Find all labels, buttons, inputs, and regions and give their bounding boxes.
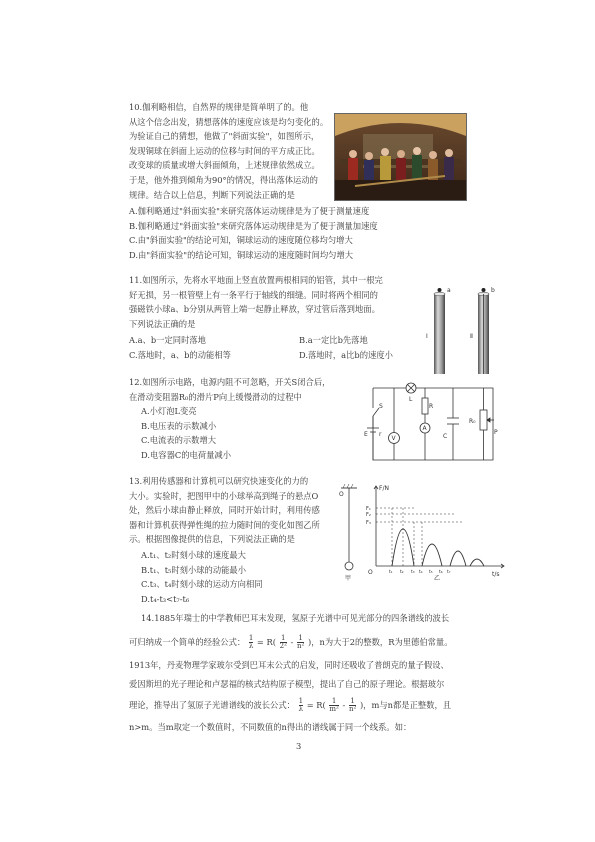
q11-line: 下列说法正确的是 — [129, 318, 196, 329]
label-l: L — [409, 396, 413, 403]
label-a: A — [422, 425, 427, 432]
ball — [345, 562, 353, 570]
q10-line: 10.伽利略相信，自然界的规律是简单明了的。他 — [129, 102, 309, 112]
page-number: 3 — [296, 741, 302, 751]
label-jia: 甲 — [345, 575, 352, 582]
tick-t2: t₂ — [400, 570, 404, 575]
option-c: C.由"斜面实验"的结论可知，铜球运动的速度随位移均匀增大 — [129, 235, 353, 246]
q12-line: 在滑动变阻器R₀的滑片P向上缓慢滑动的过程中 — [129, 391, 302, 402]
q11-options — [129, 333, 419, 362]
galileo-painting — [334, 113, 467, 201]
label-r: r — [379, 431, 382, 438]
option-a: A.伽利略通过"斜面实验"来研究落体运动规律是为了便于测量速度 — [129, 206, 370, 216]
q12-line: 12.如图所示电路，电源内阻不可忽略，开关S闭合后， — [129, 377, 331, 387]
q14-line2-b: = R( — [256, 637, 276, 647]
ball-b — [482, 288, 486, 292]
q14-line3: 1913年，丹麦物理学家玻尔受到巴耳末公式的启发，同时还吸收了普朗克的量子假设、 — [129, 660, 449, 670]
q14-line1: 14.1885年瑞士的中学教师巴耳末发现，氢原子光谱中可见光部分的四条谱线的波长 — [141, 613, 450, 623]
tube-i — [434, 294, 445, 374]
f1-label: F₁ — [366, 506, 371, 512]
option-b: B.伽利略通过"斜面实验"来研究落体运动规律是为了便于测量加速度 — [129, 220, 378, 231]
axis-f-label: F/N — [379, 485, 389, 492]
q11-line: 11.如图所示，先将水平地面上竖直放置两根相同的铝管，其中一根完 — [129, 275, 383, 285]
q14-line6: n>m。当m取定一个数值时，不同数值的n得出的谱线属于同一个线系。如： — [129, 722, 412, 732]
circuit-figure — [363, 378, 505, 470]
label-r0: R₀ — [469, 418, 476, 425]
axis-t-label: t/s — [492, 571, 500, 578]
frac-1-msq: $\frac{1}{\text{m²}}$ — [329, 697, 339, 713]
q12-stem — [129, 375, 330, 404]
frac-1-lambda: $\frac{1}{\lambda}$ — [298, 697, 304, 713]
option-c: C.t₃、t₄时刻小球的运动方向相同 — [141, 579, 263, 590]
q13-stem — [129, 474, 320, 547]
q13-line: 13.利用传感器和计算机可以研究快速变化的力的 — [129, 476, 309, 486]
figure-yi — [366, 482, 508, 582]
q10-line: 为验证自己的猜想，他做了"斜面实验"，如图所示， — [129, 131, 320, 142]
q11-line: 好无损，另一根管壁上有一条平行于轴线的细缝。同时将两个相同的 — [129, 289, 378, 300]
label-yi: 乙 — [434, 575, 441, 582]
q10-line: 改变球的质量或增大斜面倾角，上述规律依然成立。 — [129, 160, 320, 171]
q10-line: 规律。结合以上信息，判断下列说法正确的是 — [129, 189, 295, 200]
q13-line: 处，然后小球由静止释放，同时开始计时，利用传感 — [129, 505, 320, 516]
q13-line: 示。根据图像提供的信息，下列说法正确的是 — [129, 534, 295, 545]
tubes-figure — [420, 286, 500, 378]
q14-line5-b: = R( — [306, 700, 326, 710]
label-c: C — [443, 433, 448, 440]
tick-t3: t₃ — [411, 570, 415, 575]
q14-line2-a: 可归纳成一个简单的经验公式： — [129, 637, 246, 647]
label-ii: Ⅱ — [470, 333, 473, 340]
frac-1-lambda: $\frac{1}{\lambda}$ — [248, 634, 254, 650]
option-a: A.小灯泡L变亮 — [141, 406, 197, 416]
label-e: E — [364, 431, 368, 438]
q14-line2-c: - — [290, 637, 294, 647]
q13-line: 器和计算机获得弹性绳的拉力随时间的变化如图乙所 — [129, 519, 320, 530]
q14-line5-d: )，m与n都是正整数，且 — [359, 700, 452, 710]
q12-options — [141, 404, 231, 462]
label-a: a — [447, 287, 451, 294]
tick-t7: t₇ — [447, 570, 451, 575]
tick-t1: t₁ — [389, 570, 393, 575]
origin-label: O — [368, 569, 373, 576]
label-r1: R — [429, 403, 434, 410]
frac-1-nsq: $\frac{1}{\text{n²}}$ — [297, 634, 305, 650]
label-p: P — [494, 429, 498, 436]
q10-line: 从这个信念出发，猜想落体的速度应该是均匀变化的。 — [129, 116, 329, 127]
label-s: S — [379, 403, 383, 410]
option-c: C.落地时，a、b的动能相等 — [129, 349, 231, 360]
q14-line2 — [129, 635, 453, 650]
option-b: B.t₁、t₅时刻小球的动能最小 — [141, 564, 247, 575]
frac-1-2sq: $\frac{1}{\text{2²}}$ — [279, 634, 287, 650]
tick-t4: t₄ — [419, 570, 423, 575]
option-d: D.t₄-t₃<t₇-t₆ — [141, 593, 190, 604]
label-v: V — [391, 435, 396, 442]
q11-stem — [129, 273, 383, 331]
q10-line: 发现铜球在斜面上运动的位移与时间的平方成正比。 — [129, 145, 320, 156]
label-i: Ⅰ — [426, 333, 428, 340]
option-b: B.a一定比b先落地 — [299, 335, 368, 345]
q14-line4: 爱因斯坦的光子理论和卢瑟福的核式结构原子模型，提出了自己的原子理论。根据玻尔 — [129, 679, 445, 689]
q11-line: 强磁铁小球a、b分别从两管上端一起静止释放，穿过管后落到地面。 — [129, 304, 380, 315]
q14-line5-c: - — [342, 700, 346, 710]
option-d: D.由"斜面实验"的结论可知，铜球运动的速度随时间均匀增大 — [129, 249, 354, 260]
figure-jia — [337, 482, 363, 582]
option-a: A.a、b一定同时落地 — [129, 335, 206, 345]
q10-line: 于是，他外推到倾角为90°的情况，得出落体运动的 — [129, 174, 318, 185]
q10-options — [129, 204, 378, 262]
ball-a — [438, 288, 442, 292]
tick-t5: t₅ — [429, 570, 433, 575]
q13-line: 大小。实验时，把图甲中的小球举高到绳子的悬点O — [129, 490, 319, 501]
label-b: b — [491, 287, 495, 294]
option-c: C.电流表的示数增大 — [141, 435, 217, 446]
option-a: A.t₁、t₂时刻小球的速度最大 — [141, 550, 246, 560]
q14-line2-d: )，n为大于2的整数，R为里德伯常量。 — [307, 637, 453, 647]
option-d: D.落地时，a比b的速度小 — [299, 349, 393, 360]
f2-label: F₂ — [366, 512, 371, 518]
option-d: D.电容器C的电荷量减小 — [141, 449, 232, 460]
q13-options — [141, 548, 263, 606]
f3-label: F₃ — [366, 520, 371, 526]
label-o: O — [339, 491, 344, 498]
option-b: B.电压表的示数减小 — [141, 420, 217, 431]
q14-line5-a: 理论，推导出了氢原子光谱谱线的波长公式： — [129, 700, 295, 710]
frac-1-nsq: $\frac{1}{\text{n²}}$ — [348, 697, 357, 713]
tick-t6: t₆ — [439, 570, 443, 575]
q10-stem — [129, 100, 328, 202]
q14-line5 — [129, 698, 451, 713]
